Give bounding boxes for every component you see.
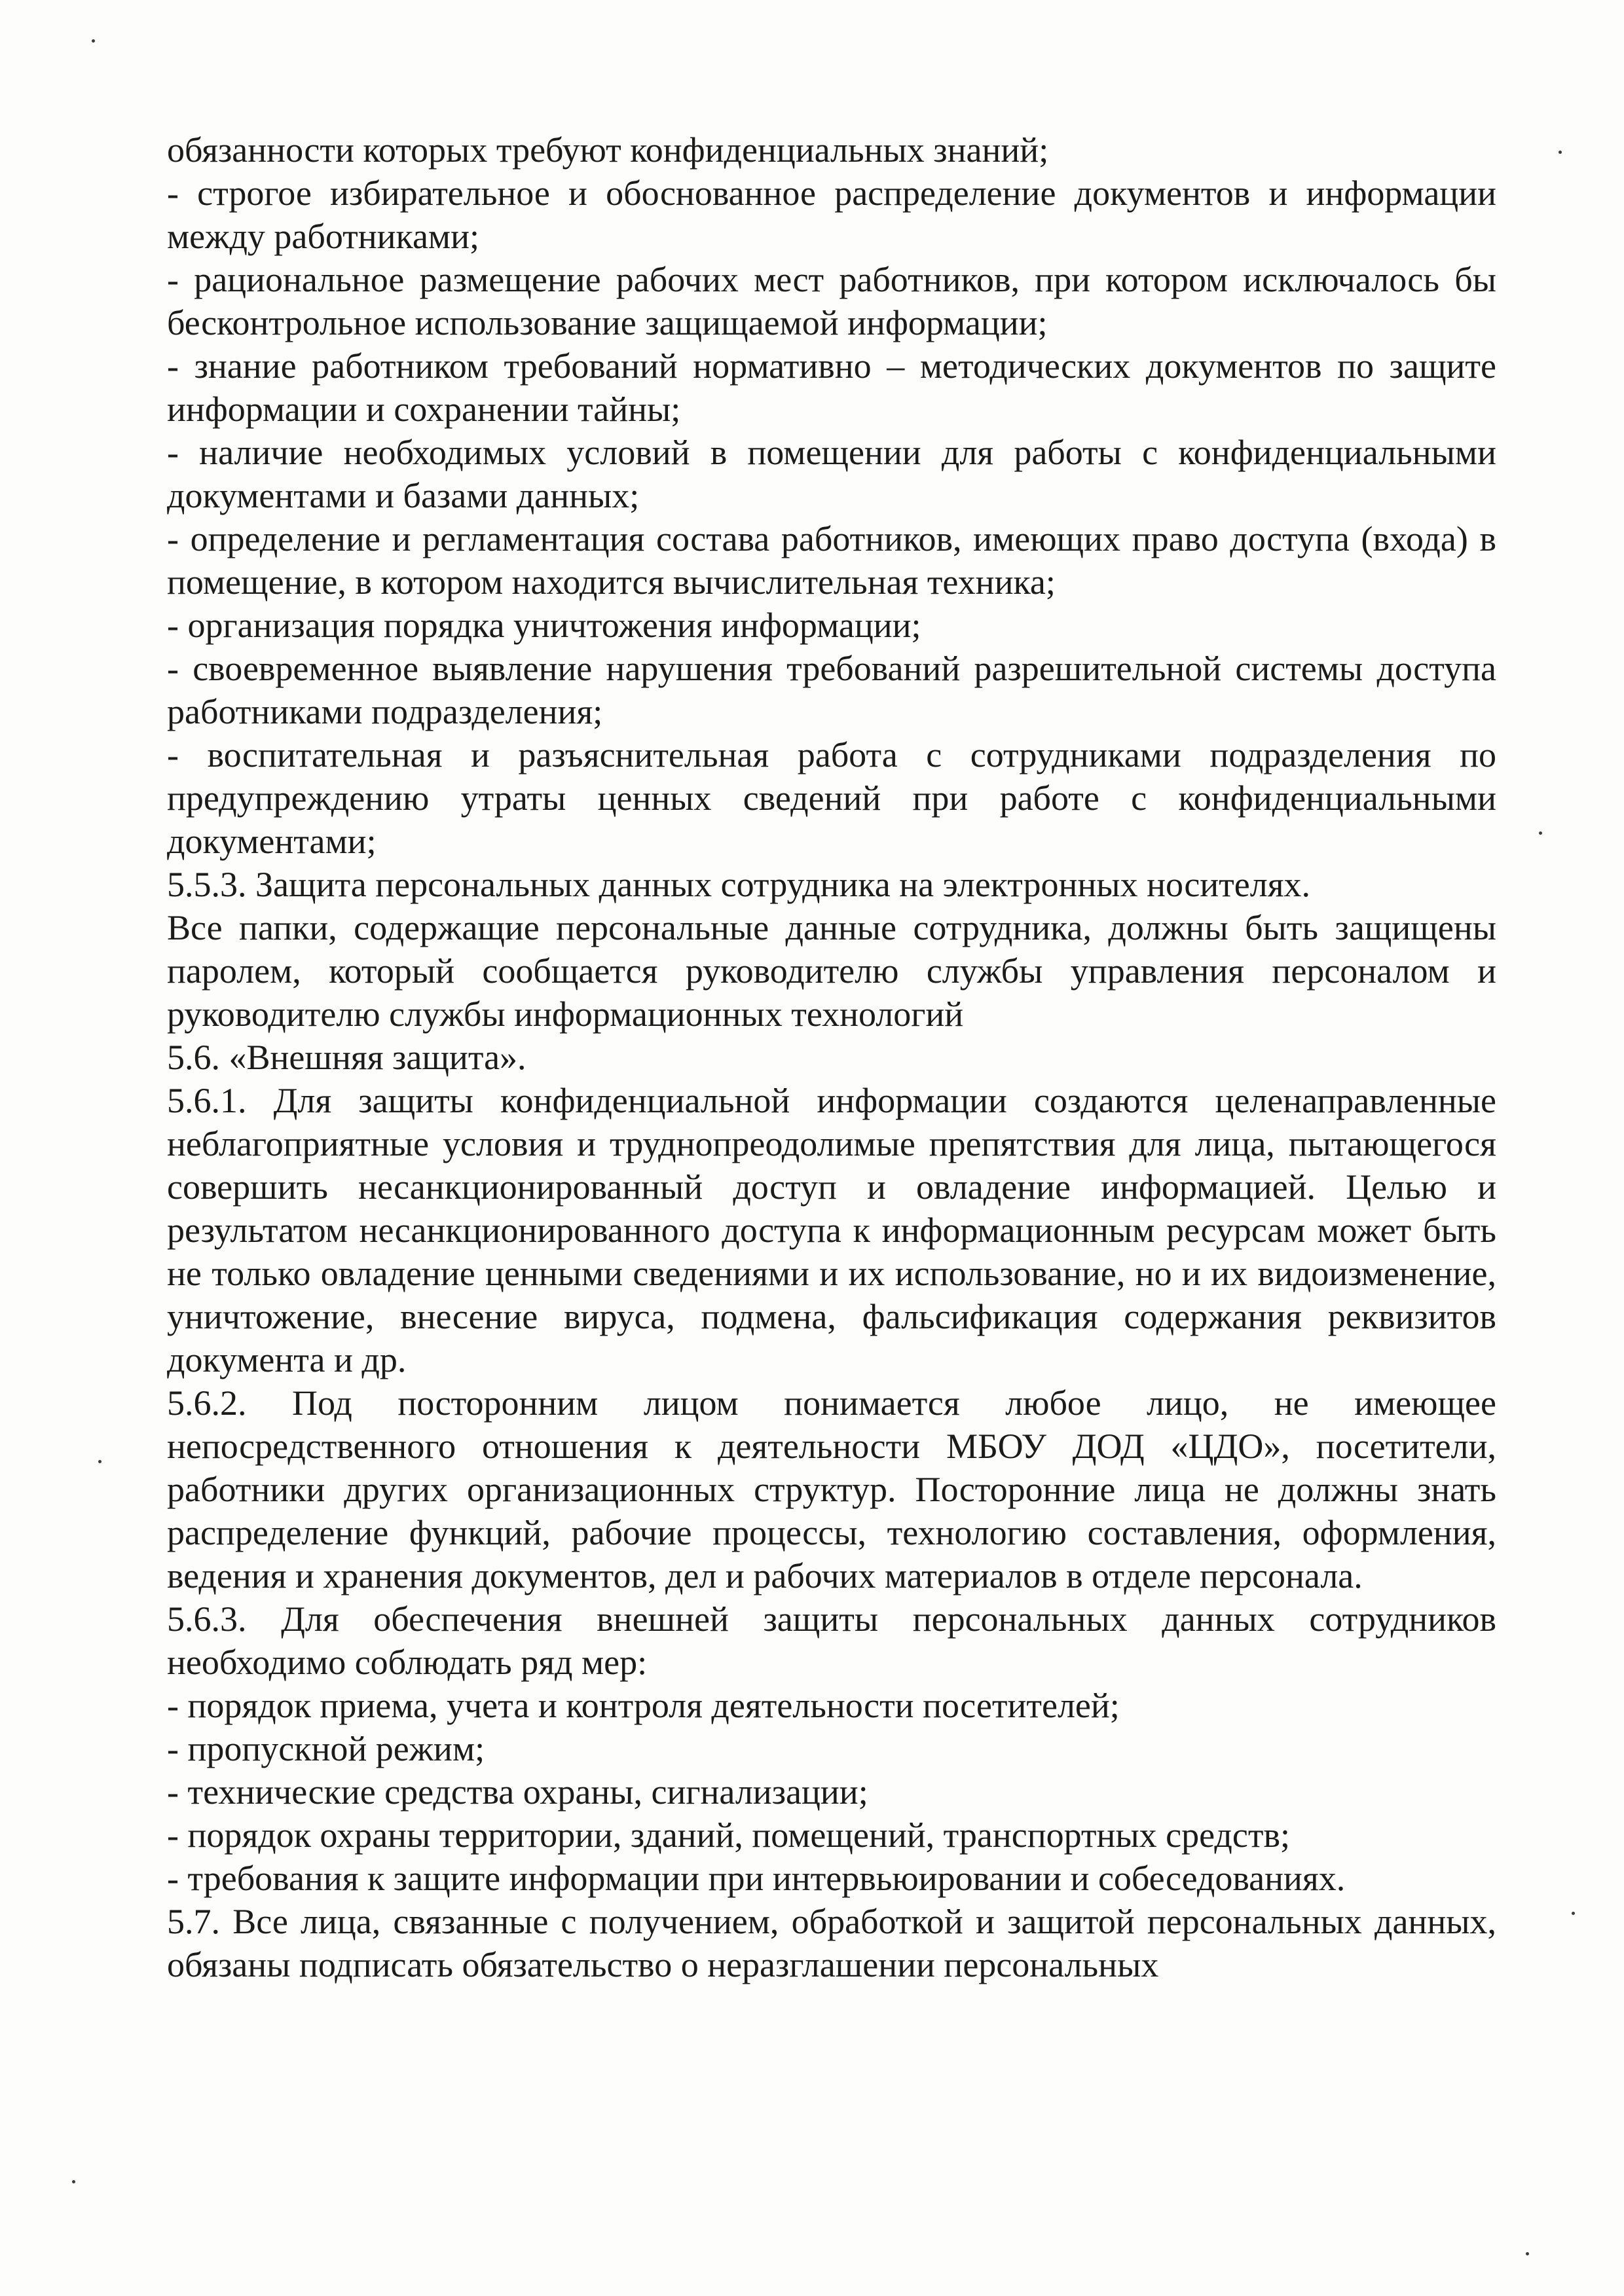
list-item: - пропускной режим; [167,1729,485,1768]
section-5-6-2: 5.6.2. Под посторонним лицом понимается любое лицо, не имеющее непосредственного отношения к деятельности МБОУ ДОД «ЦДО», посетители, работники других организационных структур. Посторонние лица не должны знать распределение функций, рабочие процессы, технологию составления, оформления, ведения и хранения документов, дел и рабочих материалов в отделе персонала. [167,1383,1496,1595]
section-5-6-3: 5.6.3. Для обеспечения внешней защиты персональных данных сотрудников необходимо соблюдать ряд мер: [167,1599,1496,1682]
section-5-7: 5.7. Все лица, связанные с получением, обработкой и защитой персональных данных, обязаны подписать обязательство о неразглашении персональных [167,1902,1496,1984]
list-item-continuation: обязанности которых требуют конфиденциальных знаний; [167,130,1049,170]
list-item: - наличие необходимых условий в помещении для работы с конфиденциальными документами и базами данных; [167,433,1496,515]
list-item: - технические средства охраны, сигнализации; [167,1772,868,1812]
list-item: - своевременное выявление нарушения требований разрешительной системы доступа работниками подразделения; [167,649,1496,731]
document-body [167,128,1496,1986]
list-item: - организация порядка уничтожения информации; [167,606,921,645]
paragraph: Все папки, содержащие персональные данные сотрудника, должны быть защищены паролем, который сообщается руководителю службы управления персоналом и руководителю службы информационных технологий [167,908,1496,1034]
scan-speck [1539,831,1542,835]
scan-speck [1572,1912,1575,1915]
scan-speck [72,2180,75,2183]
list-item: - рациональное размещение рабочих мест работников, при котором исключалось бы бесконтрольное использование защищаемой информации; [167,260,1496,342]
list-item: - строгое избирательное и обоснованное распределение документов и информации между работниками; [167,173,1496,256]
scan-speck [92,39,95,43]
section-heading-5-5-3: 5.5.3. Защита персональных данных сотрудника на электронных носителях. [167,865,1311,904]
scan-speck [98,1460,101,1463]
list-item: - порядок охраны территории, зданий, помещений, транспортных средств; [167,1815,1290,1855]
section-5-6-1: 5.6.1. Для защиты конфиденциальной информации создаются целенаправленные неблагоприятные условия и труднопреодолимые препятствия для лица, пытающегося совершить несанкционированный доступ и овладение информацией. Целью и результатом несанкционированного доступа к информационным ресурсам может быть не только овладение ценными сведениями и их использование, но и их видоизменение, уничтожение, внесение вируса, подмена, фальсификация содержания реквизитов документа и др. [167,1081,1496,1379]
list-item: - воспитательная и разъяснительная работа с сотрудниками подразделения по предупреждению утраты ценных сведений при работе с конфиденциальными документами; [167,735,1496,861]
list-item: - знание работником требований нормативно – методических документов по защите информации и сохранении тайны; [167,346,1496,429]
scan-speck [1559,151,1562,154]
scan-speck [1526,2252,1529,2255]
list-item: - порядок приема, учета и контроля деятельности посетителей; [167,1686,1120,1725]
section-heading-5-6: 5.6. «Внешняя защита». [167,1038,526,1077]
list-item: - требования к защите информации при интервьюировании и собеседованиях. [167,1859,1346,1898]
list-item: - определение и регламентация состава работников, имеющих право доступа (входа) в помещение, в котором находится вычислительная техника; [167,519,1496,602]
